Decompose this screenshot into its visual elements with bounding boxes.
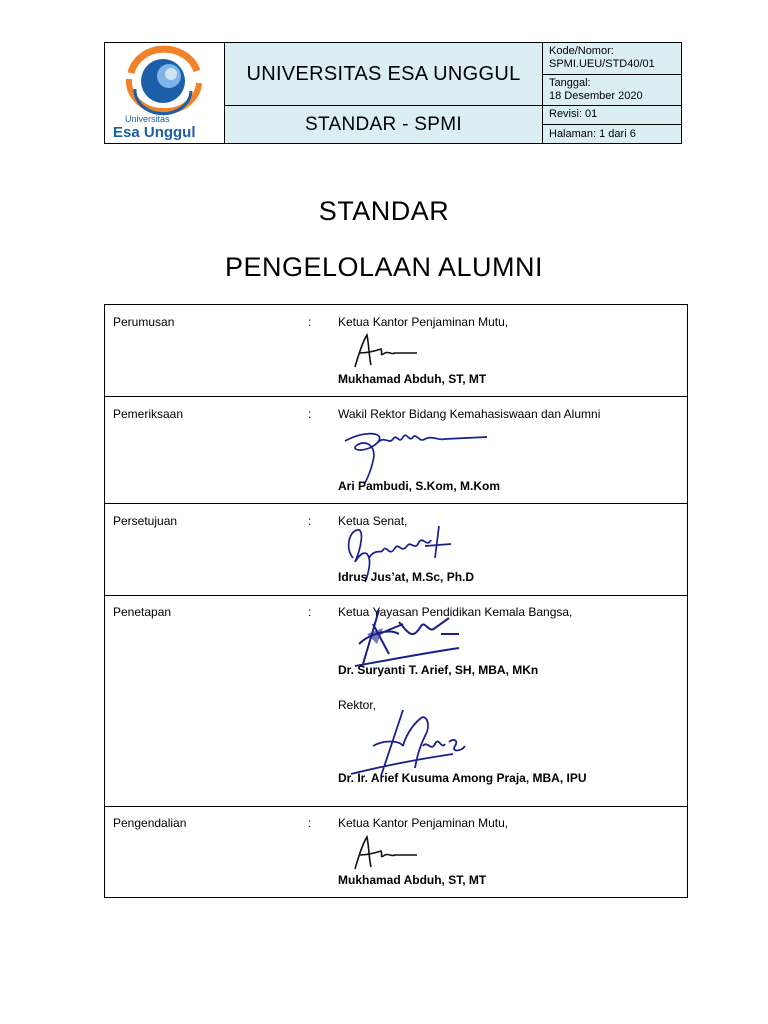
revision-text: Revisi: 01 [543,106,681,125]
university-logo [105,43,223,141]
colon: : [308,514,312,528]
signer-title: Ketua Kantor Penjaminan Mutu, [338,816,509,830]
signer-name: Ari Pambudi, S.Kom, M.Kom [338,479,501,493]
role-label: Penetapan [113,605,172,619]
signer-title: Ketua Senat, [338,514,408,528]
signer-name: Mukhamad Abduh, ST, MT [338,372,487,386]
signature-image-2 [343,706,473,778]
doc-title-line2: PENGELOLAAN ALUMNI [224,252,544,282]
date-label: Tanggal: [549,77,591,89]
signer-title: Ketua Yayasan Pendidikan Kemala Bangsa, [338,605,573,619]
signer-name: Idrus Jus’at, M.Sc, Ph.D [338,570,475,584]
signer-title: Ketua Kantor Penjaminan Mutu, [338,315,509,329]
date-cell [543,75,682,106]
colon: : [308,315,312,329]
logo-brand-text: Esa Unggul [113,124,196,141]
logo-small-text: Universitas [125,114,170,124]
signer-name: Dr. Suryanti T. Arief, SH, MBA, MKn [338,663,539,677]
signature-image [349,604,479,672]
signer-title-2: Rektor, [338,698,377,712]
approval-row-pengendalian [105,807,688,898]
university-name: UNIVERSITAS ESA UNGGUL [225,43,543,106]
role-label: Pemeriksaan [113,407,184,421]
signature-image [345,833,435,873]
approval-row-perumusan [105,305,688,397]
signer-name-2: Dr. Ir. Arief Kusuma Among Praja, MBA, IPU [338,771,587,785]
signature-image [337,421,497,485]
doc-title-line1: STANDAR [318,196,450,226]
colon: : [308,407,312,421]
role-label: Pengendalian [113,816,187,830]
rev-page-cell [543,106,682,144]
approval-row-persetujuan [105,504,688,596]
logo-cell [105,43,225,144]
page-text: Halaman: 1 dari 6 [549,128,636,140]
signature-image [345,331,435,371]
role-label: Perumusan [113,315,175,329]
colon: : [308,816,312,830]
colon: : [308,605,312,619]
document-header [104,42,682,144]
role-label: Persetujuan [113,514,178,528]
date-value: 18 Desember 2020 [549,90,643,102]
approval-row-pemeriksaan [105,397,688,504]
code-cell [543,43,682,75]
signer-name: Mukhamad Abduh, ST, MT [338,873,487,887]
approval-table [104,304,688,898]
standard-type: STANDAR - SPMI [225,106,543,144]
approval-row-penetapan [105,596,688,807]
signer-title: Wakil Rektor Bidang Kemahasiswaan dan Alumni [338,407,601,421]
code-label: Kode/Nomor: [549,45,614,57]
code-value: SPMI.UEU/STD40/01 [549,58,655,70]
